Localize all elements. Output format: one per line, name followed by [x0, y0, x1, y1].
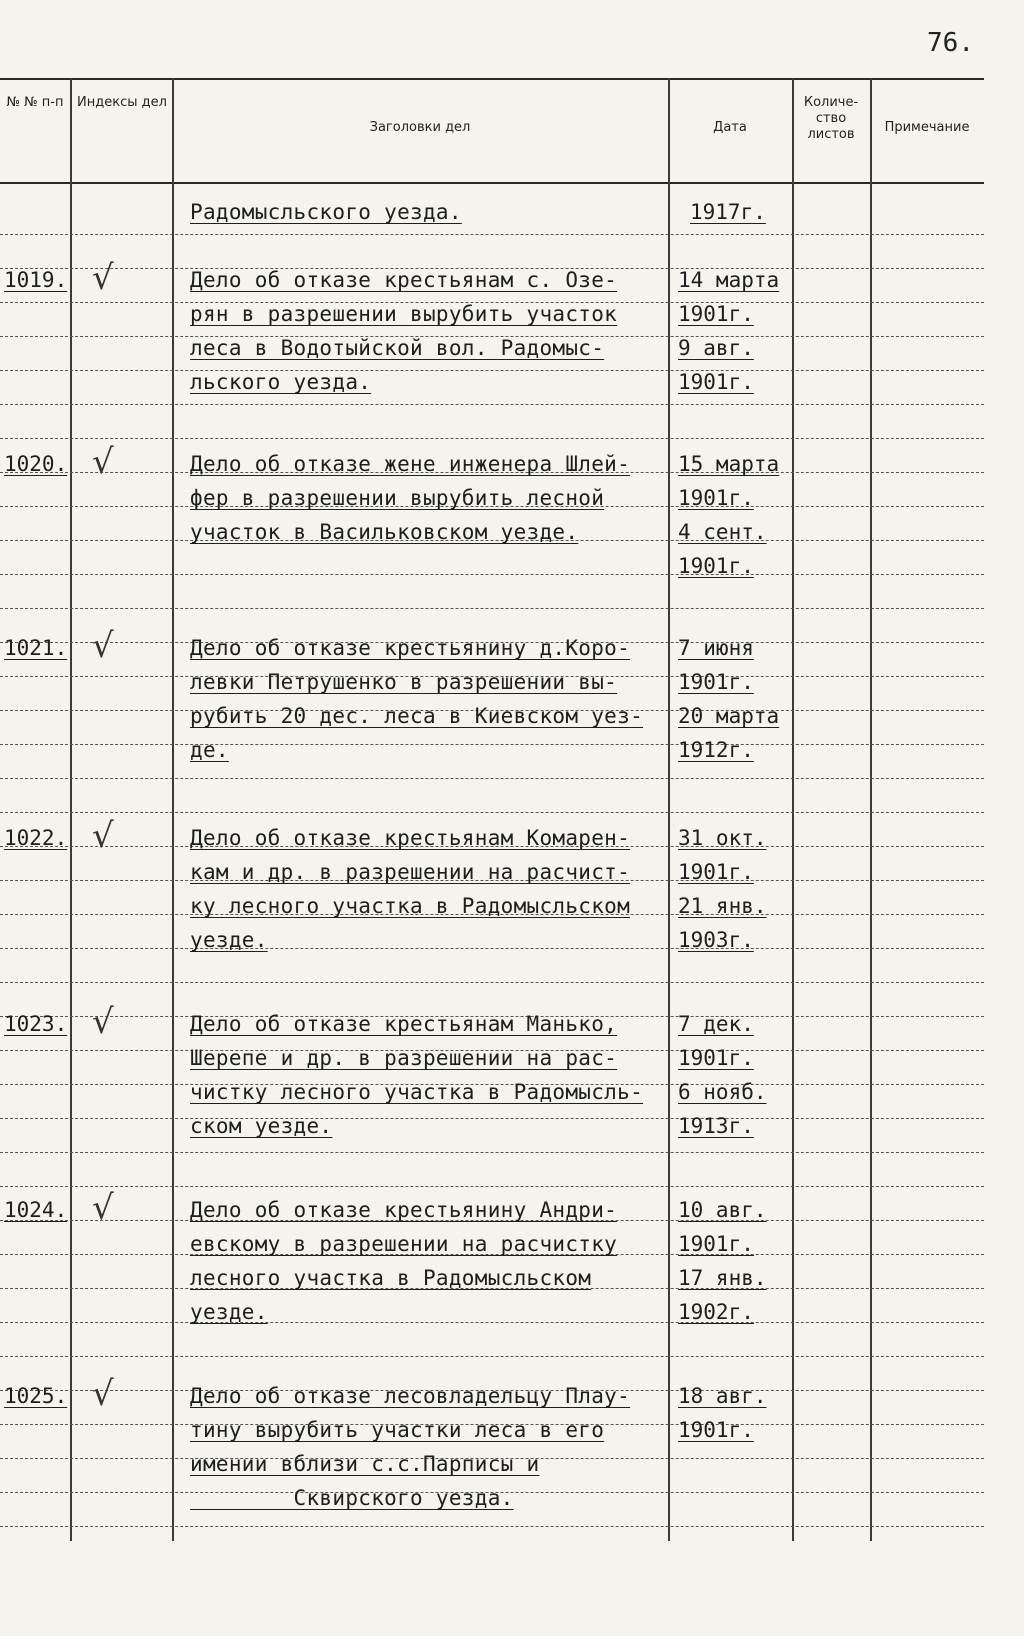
checkmark-icon: √ [92, 1374, 114, 1414]
entry-date-line: 1901г. [678, 860, 754, 884]
ledger-rule [0, 1526, 984, 1528]
continuation-date: 1917г. [690, 200, 766, 224]
checkmark-icon: √ [92, 1188, 114, 1228]
page-number: 76. [927, 28, 974, 58]
header-title: Заголовки дел [369, 120, 471, 135]
entry-date-line: 1901г. [678, 1418, 754, 1442]
entry-date-line: 18 авг. [678, 1384, 767, 1408]
entry-date-line: 10 авг. [678, 1198, 767, 1222]
entry-date-line: 7 дек. [678, 1012, 754, 1036]
entry-date-line: 6 нояб. [678, 1080, 767, 1104]
entry-title-line: ку лесного участка в Радомысльском [190, 894, 631, 918]
entry-title-line: Дело об отказе жене инженера Шлей- [190, 452, 631, 476]
ledger-rule [0, 1356, 984, 1358]
entry-title-line: участок в Васильковском уезде. [190, 520, 579, 544]
entry-title-line: евскому в разрешении на расчистку [190, 1232, 618, 1256]
entry-title-line: де. [190, 738, 229, 762]
entry-number: 1019. [4, 268, 68, 292]
checkmark-icon: √ [92, 816, 114, 856]
entry-title-line: уезде. [190, 928, 268, 952]
ledger-rule [0, 574, 984, 576]
ledger-rule [0, 1186, 984, 1188]
entry-number: 1020. [4, 452, 68, 476]
entry-title-line: фер в разрешении вырубить лесной [190, 486, 605, 510]
ledger-rule [0, 1118, 984, 1120]
entry-title-line: тину вырубить участки леса в его [190, 1418, 605, 1442]
entry-title-line: льского уезда. [190, 370, 372, 394]
entry-date-line: 17 янв. [678, 1266, 767, 1290]
entry-date-line: 1901г. [678, 302, 754, 326]
entry-title-line: Дело об отказе лесовладельцу Плау- [190, 1384, 631, 1408]
checkmark-icon: √ [92, 1002, 114, 1042]
ledger-rule [0, 370, 984, 372]
ledger-rule [0, 1322, 984, 1324]
entry-date-line: 20 марта [678, 704, 780, 728]
entry-date-line: 15 марта [678, 452, 780, 476]
ledger-rule [0, 948, 984, 950]
entry-title-line: Сквирского уезда. [190, 1486, 514, 1510]
ledger-rule [0, 744, 984, 746]
entry-date-line: 7 июня [678, 636, 754, 660]
entry-title-line: ском уезде. [190, 1114, 333, 1138]
entry-title-line: лесного участка в Радомысльском [190, 1266, 592, 1290]
entry-title-line: леса в Водотыйской вол. Радомыс- [190, 336, 605, 360]
entry-number: 1024. [4, 1198, 68, 1222]
ledger-rule [0, 778, 984, 780]
entry-date-line: 21 янв. [678, 894, 767, 918]
entry-title-line: рян в разрешении вырубить участок [190, 302, 618, 326]
entry-number: 1021. [4, 636, 68, 660]
entry-date-line: 1902г. [678, 1300, 754, 1324]
checkmark-icon: √ [92, 258, 114, 298]
entry-date-line: 1913г. [678, 1114, 754, 1138]
entry-date-line: 31 окт. [678, 826, 767, 850]
entry-title-line: имении вблизи с.с.Парписы и [190, 1452, 540, 1476]
checkmark-icon: √ [92, 442, 114, 482]
header-sheets: Количе- ство листов [803, 95, 859, 142]
entry-date-line: 1901г. [678, 1232, 754, 1256]
entry-date-line: 1901г. [678, 486, 754, 510]
entry-title-line: Дело об отказе крестьянам с. Озе- [190, 268, 618, 292]
entry-title-line: левки Петрушенко в разрешении вы- [190, 670, 618, 694]
entry-number: 1022. [4, 826, 68, 850]
entry-date-line: 1901г. [678, 670, 754, 694]
entry-title-line: Дело об отказе крестьянам Манько, [190, 1012, 618, 1036]
ledger-rule [0, 1152, 984, 1154]
entry-date-line: 14 марта [678, 268, 780, 292]
header-index: Индексы дел [77, 95, 167, 110]
ledger-rule [0, 404, 984, 406]
entry-date-line: 1901г. [678, 370, 754, 394]
continuation-title: Радомысльского уезда. [190, 200, 462, 224]
entry-date-line: 9 авг. [678, 336, 754, 360]
table-top-rule [0, 78, 984, 80]
entry-title-line: Дело об отказе крестьянину Андри- [190, 1198, 618, 1222]
table-header-rule [0, 182, 984, 184]
entry-date-line: 1912г. [678, 738, 754, 762]
ledger-rule [0, 608, 984, 610]
ledger-rule [0, 438, 984, 440]
entry-title-line: чистку лесного участка в Радомысль- [190, 1080, 644, 1104]
ledger-rule [0, 982, 984, 984]
ledger-rule [0, 812, 984, 814]
entry-title-line: уезде. [190, 1300, 268, 1324]
header-note: Примечание [884, 120, 970, 135]
entry-date-line: 4 сент. [678, 520, 767, 544]
entry-title-line: Дело об отказе крестьянину д.Коро- [190, 636, 631, 660]
entry-number: 1023. [4, 1012, 68, 1036]
entry-date-line: 1901г. [678, 1046, 754, 1070]
entry-date-line: 1903г. [678, 928, 754, 952]
entry-title-line: рубить 20 дес. леса в Киевском уез- [190, 704, 644, 728]
ledger-rule [0, 234, 984, 236]
entry-title-line: кам и др. в разрешении на расчист- [190, 860, 631, 884]
checkmark-icon: √ [92, 626, 114, 666]
entry-date-line: 1901г. [678, 554, 754, 578]
header-num: № № п-п [6, 95, 64, 110]
entry-title-line: Шерепе и др. в разрешении на рас- [190, 1046, 618, 1070]
entry-title-line: Дело об отказе крестьянам Комарен- [190, 826, 631, 850]
header-date: Дата [713, 120, 747, 135]
entry-number: 1025. [4, 1384, 68, 1408]
